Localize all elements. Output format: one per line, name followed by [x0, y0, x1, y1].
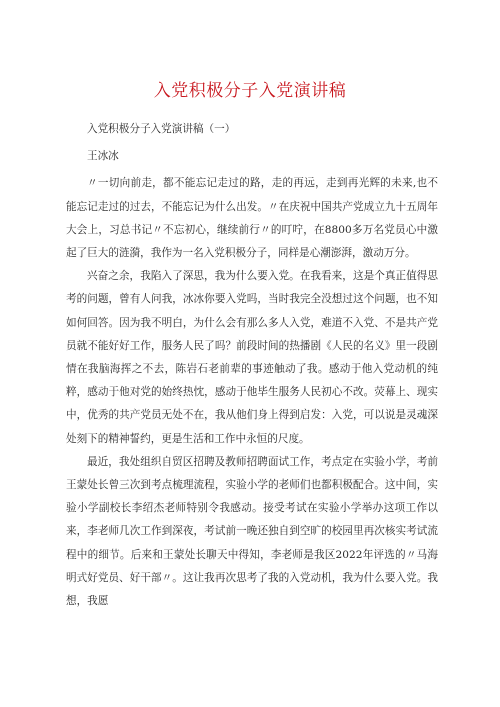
document-subtitle: 入党积极分子入党演讲稿（一）	[87, 123, 236, 135]
paragraph-3: 最近，我处组织自贸区招聘及教师招聘面试工作，考点定在实验小学，考前王蒙处长曾三次到考点梳理流程，实验小学的老师们也都积极配合。这中间，实验小学副校长李绍杰老师特别令我感动。接受考试在实验小学举办这项工作以来，李老师几次工作到深夜，考试前一晚还独自到空旷的校园里再次核实考试流程中的细节。后来和王蒙处长聊天中得知，李老师是我区2022年评选的〃马海明式好党员、好干部〃。这让我再次思考了我的入党动机，我为什么要入党。我想，我愿	[66, 455, 438, 608]
document-title: 入党积极分子入党演讲稿	[153, 81, 347, 101]
paragraph-2: 兴奋之余，我陷入了深思，我为什么要入党。在我看来，这是个真正值得思考的问题，曾有人问我，冰冰你要入党吗，当时我完全没想过这个问题，也不知如何回答。因为我不明白，为什么会有那么多人入党，难道不入党、不是共产党员就不能好好工作，服务人民了吗？前段时间的热播剧《人民的名义》里一段剧情在我脑海挥之不去，陈岩石老前辈的事迹触动了我。感动于他入党动机的纯粹，感动于他对党的始终热忱，感动于他毕生服务人民初心不改。荧幕上、现实中，优秀的共产党员无处不在，我从他们身上得到启发：入党，可以说是灵魂深处刻下的精神誓约，更是生活和工作中永恒的尺度。	[66, 270, 438, 445]
document-body	[66, 118, 438, 613]
paragraph-1: 〃一切向前走，都不能忘记走过的路，走的再远，走到再光辉的未来,也不能忘记走过的过去，不能忘记为什么出发。〃在庆祝中国共产党成立九十五周年大会上，习总书记〃不忘初心，继续前行〃的叮咛，在8800多万名党员心中激起了巨大的涟漪，我作为一名入党积极分子，同样是心潮澎湃，激动万分。	[66, 177, 438, 260]
document-author: 王冰冰	[87, 150, 119, 163]
